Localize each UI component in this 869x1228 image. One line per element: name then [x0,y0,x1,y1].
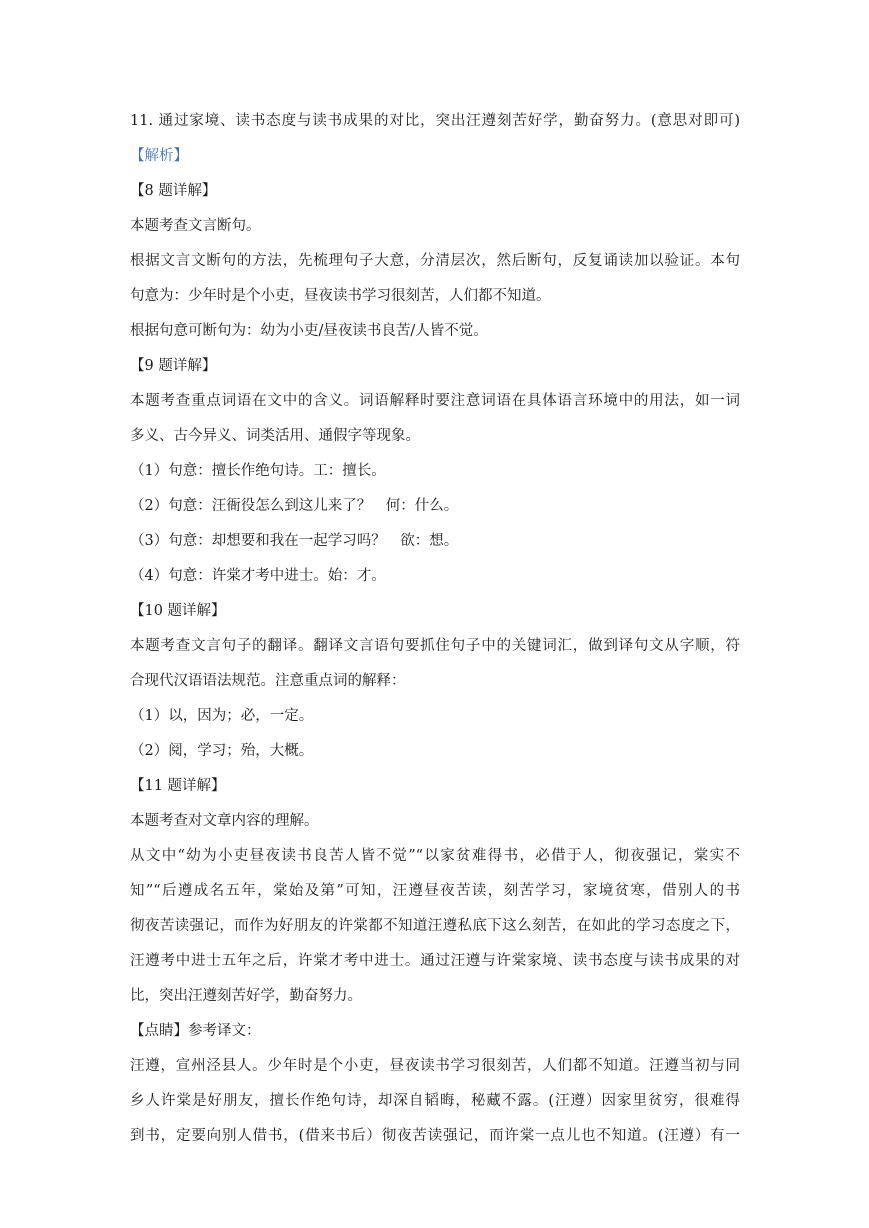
q11-line: 知”“后遵成名五年，棠始及第”可知，汪遵昼夜苦读，刻苦学习，家境贫寒，借别人的书 [130,883,740,899]
q11-line: 汪遵考中进士五年之后，许棠才考中进士。通过汪遵与许棠家境、读书态度与读书成果的对 [130,953,740,969]
translation-line: 到书，定要向别人借书，(借来书后）彻夜苦读强记，而许棠一点儿也不知道。(汪遵）有一 [130,1128,740,1144]
q9-line: 本题考查重点词语在文中的含义。词语解释时要注意词语在具体语言环境中的用法，如一词 [130,393,740,409]
q10-line: （1）以，因为；必，一定。 [130,708,314,724]
q8-heading: 【8 题详解】 [130,183,217,199]
q10-heading: 【10 题详解】 [130,603,226,619]
q8-line: 本题考查文言断句。 [130,218,261,234]
q10-line: 本题考查文言句子的翻译。翻译文言语句要抓住句子中的关键词汇，做到译句文从字顺，符 [130,638,740,654]
q8-line: 根据句意可断句为：幼为小吏/昼夜读书良苦/人皆不觉。 [130,323,488,339]
q11-line: 本题考查对文章内容的理解。 [130,813,319,829]
q9-line: （3）句意：却想要和我在一起学习吗？ 欲：想。 [130,533,459,549]
dianjing-heading: 【点睛】参考译文： [130,1023,261,1039]
q11-line: 比，突出汪遵刻苦好学，勤奋努力。 [130,988,362,1004]
q8-line: 根据文言文断句的方法，先梳理句子大意，分清层次，然后断句，反复诵读加以验证。本句 [130,253,740,269]
answer-11: 11. 通过家境、读书态度与读书成果的对比，突出汪遵刻苦好学，勤奋努力。(意思对即可) [130,113,740,129]
q9-line: 多义、古今异义、词类活用、通假字等现象。 [130,428,420,444]
q9-line: （2）句意：汪衙役怎么到这儿来了？ 何：什么。 [130,498,459,514]
q11-heading: 【11 题详解】 [130,778,226,794]
translation-line: 乡人许棠是好朋友，擅长作绝句诗，却深自韬晦，秘藏不露。(汪遵）因家里贫穷，很难得 [130,1093,740,1109]
q10-line: （2）阅，学习；殆，大概。 [130,743,314,759]
q9-line: （1）句意：擅长作绝句诗。工：擅长。 [130,463,386,479]
q11-line: 从文中“幼为小吏昼夜读书良苦人皆不觉”“以家贫难得书，必借于人，彻夜强记，棠实不 [130,848,740,864]
translation-line: 汪遵，宣州泾县人。少年时是个小吏，昼夜读书学习很刻苦，人们都不知道。汪遵当初与同 [130,1058,740,1074]
q10-line: 合现代汉语语法规范。注意重点词的解释： [130,673,406,689]
analysis-label: 【解析】 [130,148,188,164]
q11-line: 彻夜苦读强记，而作为好朋友的许棠都不知道汪遵私底下这么刻苦，在如此的学习态度之下， [130,918,740,934]
q9-heading: 【9 题详解】 [130,358,217,374]
q9-line: （4）句意：许棠才考中进士。始：才。 [130,568,386,584]
q8-line: 句意为：少年时是个小吏，昼夜读书学习很刻苦，人们都不知道。 [130,288,551,304]
